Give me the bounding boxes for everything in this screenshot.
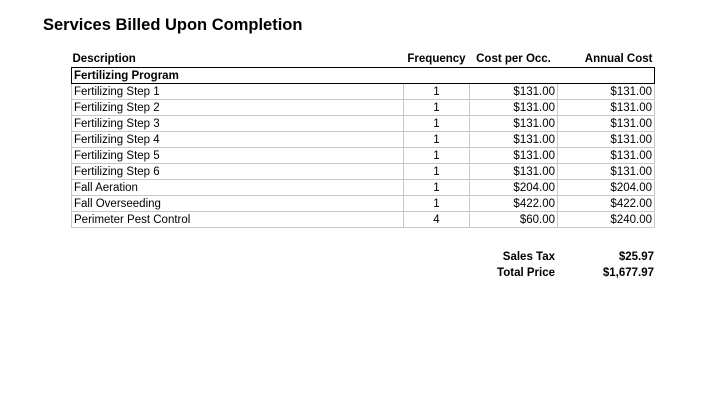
section-title: Fertilizing Program bbox=[72, 68, 655, 84]
cell-annual-cost: $422.00 bbox=[558, 196, 655, 212]
cell-annual-cost: $131.00 bbox=[558, 100, 655, 116]
total-price-row bbox=[474, 265, 654, 281]
table-row bbox=[72, 180, 655, 196]
cell-frequency: 1 bbox=[404, 100, 470, 116]
section-row bbox=[72, 68, 655, 84]
cell-frequency: 1 bbox=[404, 116, 470, 132]
cell-frequency: 1 bbox=[404, 84, 470, 100]
cell-frequency: 1 bbox=[404, 132, 470, 148]
cell-annual-cost: $204.00 bbox=[558, 180, 655, 196]
table-row bbox=[72, 116, 655, 132]
cell-description: Fertilizing Step 5 bbox=[72, 148, 404, 164]
cell-description: Fertilizing Step 2 bbox=[72, 100, 404, 116]
cell-frequency: 1 bbox=[404, 196, 470, 212]
table-row bbox=[72, 100, 655, 116]
cell-cost-per-occ: $422.00 bbox=[470, 196, 558, 212]
cell-description: Fertilizing Step 1 bbox=[72, 84, 404, 100]
cell-annual-cost: $240.00 bbox=[558, 212, 655, 228]
column-header-cost-per-occ: Cost per Occ. bbox=[476, 52, 551, 65]
cell-description: Fertilizing Step 4 bbox=[72, 132, 404, 148]
cell-annual-cost: $131.00 bbox=[558, 164, 655, 180]
sales-tax-value: $25.97 bbox=[618, 251, 654, 263]
sales-tax-row bbox=[474, 249, 654, 265]
table-row bbox=[72, 196, 655, 212]
cell-cost-per-occ: $131.00 bbox=[470, 148, 558, 164]
cell-description: Fall Overseeding bbox=[72, 196, 404, 212]
cell-cost-per-occ: $131.00 bbox=[470, 132, 558, 148]
cell-cost-per-occ: $60.00 bbox=[470, 212, 558, 228]
cell-frequency: 1 bbox=[404, 148, 470, 164]
column-header-frequency: Frequency bbox=[407, 52, 466, 65]
table-row bbox=[72, 132, 655, 148]
sales-tax-label: Sales Tax bbox=[502, 251, 555, 263]
cell-frequency: 1 bbox=[404, 180, 470, 196]
totals-block bbox=[474, 249, 654, 281]
column-header-annual-cost: Annual Cost bbox=[584, 52, 653, 65]
cell-frequency: 1 bbox=[404, 164, 470, 180]
cell-cost-per-occ: $131.00 bbox=[470, 164, 558, 180]
table-row bbox=[72, 164, 655, 180]
total-price-label: Total Price bbox=[497, 267, 555, 279]
total-price-value: $1,677.97 bbox=[602, 267, 654, 279]
page-title: Services Billed Upon Completion bbox=[43, 16, 303, 34]
cell-description: Perimeter Pest Control bbox=[72, 212, 404, 228]
cell-annual-cost: $131.00 bbox=[558, 84, 655, 100]
table-header-row bbox=[72, 50, 655, 68]
cell-cost-per-occ: $131.00 bbox=[470, 116, 558, 132]
table-row bbox=[72, 212, 655, 228]
table-body bbox=[72, 84, 655, 228]
column-header-description: Description bbox=[72, 52, 136, 65]
cell-description: Fertilizing Step 6 bbox=[72, 164, 404, 180]
services-table bbox=[71, 50, 655, 228]
cell-description: Fall Aeration bbox=[72, 180, 404, 196]
cell-annual-cost: $131.00 bbox=[558, 116, 655, 132]
cell-cost-per-occ: $131.00 bbox=[470, 100, 558, 116]
table-row bbox=[72, 84, 655, 100]
cell-frequency: 4 bbox=[404, 212, 470, 228]
cell-annual-cost: $131.00 bbox=[558, 132, 655, 148]
cell-cost-per-occ: $131.00 bbox=[470, 84, 558, 100]
cell-description: Fertilizing Step 3 bbox=[72, 116, 404, 132]
cell-cost-per-occ: $204.00 bbox=[470, 180, 558, 196]
table-row bbox=[72, 148, 655, 164]
cell-annual-cost: $131.00 bbox=[558, 148, 655, 164]
